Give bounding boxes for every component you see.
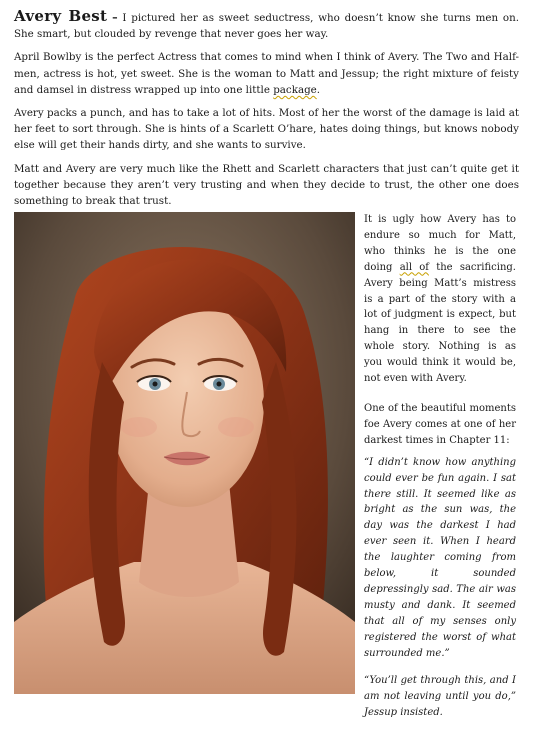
flagged-word: package — [273, 83, 317, 96]
actress-paragraph — [14, 49, 519, 98]
chapter-quote-1: “I didn’t know how anything could ever be fun again. I sat there still. It seemed like as bright as the sun was, the day was the darkest I had ever seen it. When I heard the laughter coming from below, it sounded depressingly sad. The air was musty and dank. It seemed that all of my senses only registered the worst of what surrounded me.” — [364, 456, 516, 659]
side-text-end: the sacrificing. Avery being Matt’s mistress is a part of the story with a lot of judgment is expect, but hang in there to see the whole story. Nothing is as you would think it would be, not even with Avery. — [364, 261, 516, 385]
chapter-quote-2: “You’ll get through this, and I am not leaving until you do,” Jessup insisted. — [364, 675, 516, 719]
side-paragraph-2: One of the beautiful moments foe Avery comes at one of her darkest times in Chapter 11: — [364, 402, 516, 446]
actress-portrait — [14, 212, 355, 694]
sidebar-text-column — [364, 212, 516, 733]
document-page — [14, 8, 519, 216]
intro-paragraph — [14, 8, 519, 42]
punch-paragraph: Avery packs a punch, and has to take a lot of hits. Most of her the worst of the damage is laid at her feet to sort through. She is hints of a Scarlett O’hare, hates doing things, but knows nobody else will get their hands dirty, and she wants to survive. — [14, 107, 519, 152]
side-text: It is ugly how Avery has to endure so much for Matt, who thinks he is the one doing — [364, 214, 516, 273]
title-dash: – — [112, 11, 118, 24]
flagged-phrase: all of — [399, 261, 429, 273]
intro-text: I pictured her as sweet seductress, who doesn’t know she turns men on. She smart, but clouded by revenge that never goes her way. — [14, 12, 519, 41]
side-paragraph-1 — [364, 212, 516, 387]
actress-text-end: . — [316, 83, 321, 96]
actress-text: April Bowlby is the perfect Actress that comes to mind when I think of Avery. The Two and Half-men, actress is hot, yet sweet. She is the woman to Matt and Jessup; the right mixture of feisty and damsel in distress wrapped up into one little — [14, 51, 519, 96]
section-title: Avery Best — [14, 7, 108, 25]
rhett-scarlett-paragraph: Matt and Avery are very much like the Rhett and Scarlett characters that just can’t quite get it together because they aren’t very trusting and when they decide to trust, the other one does something to break that trust. — [14, 162, 519, 208]
